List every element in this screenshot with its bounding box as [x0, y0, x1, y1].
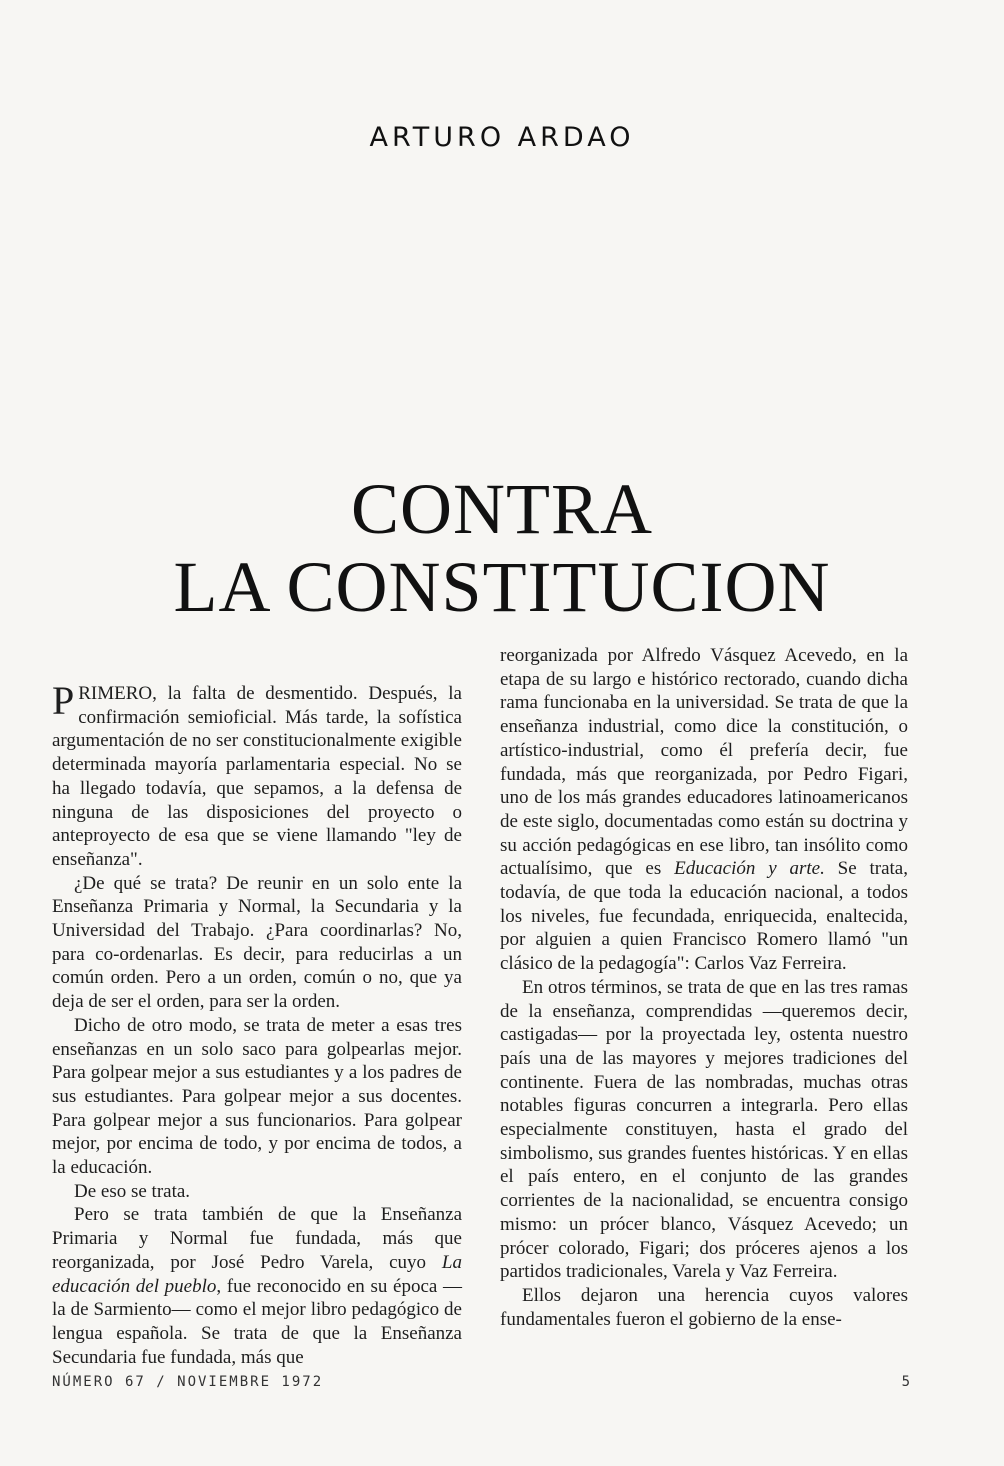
- book-title: La educación del pueblo: [52, 1251, 462, 1297]
- author-name: ARTURO ARDAO: [369, 122, 635, 153]
- right-column: [500, 644, 908, 1331]
- drop-cap: P: [52, 678, 75, 723]
- paragraph: De eso se trata.: [74, 1180, 191, 1202]
- page-number: 5: [901, 1374, 912, 1390]
- paragraph: reorganizada por Alfredo Vásquez Acevedo, en la etapa de su largo e histórico rectorado, cuando dicha rama funcionaba en la universidad. Se trata de que la enseñanza industrial, como dice la constitución, o artístico-industrial, como él prefería decir, fue fundada, más que reorganizada, por Pedro Figari, uno de los más grandes educadores latinoamericanos de este siglo, documentadas como están su doctrina y su acción pedagógicas en ese libro, tan insólito como actualísimo, que es Educación y arte. Se trata, todavía, de que toda la educación nacional, a todos los niveles, fue fecundada, enriquecida, enaltecida, por alguien a quien Francisco Romero llamó "un clásico de la pedagogía": Carlos Vaz Ferreira.: [500, 645, 908, 975]
- title-line-1: CONTRA: [350, 469, 653, 549]
- issue-label: NÚMERO 67 / NOVIEMBRE 1972: [52, 1374, 324, 1390]
- left-column: [52, 678, 462, 1369]
- paragraph: En otros términos, se trata de que en las tres ramas de la enseñanza, comprendidas —queremos decir, castigadas— por la proyectada ley, ostenta nuestro país una de las mayores y mejores tradiciones del continente. Fuera de las nombradas, muchas otras notables figuras concurren a integrarla. Pero ellas especialmente constituyen, hasta el grado del simbolismo, sus grandes fuentes históricas. Y en ellas el país entero, en el conjunto de las grandes corrientes de la nacionalidad, se encuentra consigo mismo: un prócer blanco, Vásquez Acevedo; un prócer colorado, Figari; dos próceres ajenos a los partidos tradicionales, Varela y Vaz Ferreira.: [500, 976, 908, 1283]
- paragraph: Ellos dejaron una herencia cuyos valores fundamentales fueron el gobierno de la ense-: [500, 1284, 908, 1330]
- book-title: Educación y arte.: [674, 858, 825, 880]
- paragraph: ¿De qué se trata? De reunir en un solo ente la Enseñanza Primaria y Normal, la Secundaria y la Universidad del Trabajo. ¿Para coordinarlas? No, para co-ordenarlas. Es decir, para reducirlas a un común orden. Pero a un orden, común o no, que ya deja de ser el orden, para ser la orden.: [52, 872, 462, 1013]
- page-footer: [52, 1374, 912, 1390]
- paragraph: Dicho de otro modo, se trata de meter a esas tres enseñanzas en un solo saco para golpearlas mejor. Para golpear mejor a sus estudiantes y a los padres de sus estudiantes. Para golpear mejor a sus docentes. Para golpear mejor a sus funcionarios. Para golpear mejor, por encima de todo, y por encima de todos, a la educación.: [52, 1014, 462, 1179]
- paragraph: Pero se trata también de que la Enseñanza Primaria y Normal fue fundada, más que reorganizada, por José Pedro Varela, cuyo La educación del pueblo, fue reconocido en su época —la de Sarmiento— como el mejor libro pedagógico de lengua española. Se trata de que la Enseñanza Secundaria fue fundada, más que: [52, 1204, 462, 1368]
- article-title: [0, 470, 1004, 626]
- paragraph: PRIMERO, la falta de desmentido. Después, la confirmación semioficial. Más tarde, la sofística argumentación de no ser constitucionalmente exigible determinada mayoría parlamentaria especial. No se ha llegado todavía, que sepamos, a la defensa de ninguna de las disposiciones del proyecto o anteproyecto de esa que se viene llamando "ley de enseñanza".: [52, 678, 462, 870]
- title-line-2: LA CONSTITUCION: [173, 547, 831, 627]
